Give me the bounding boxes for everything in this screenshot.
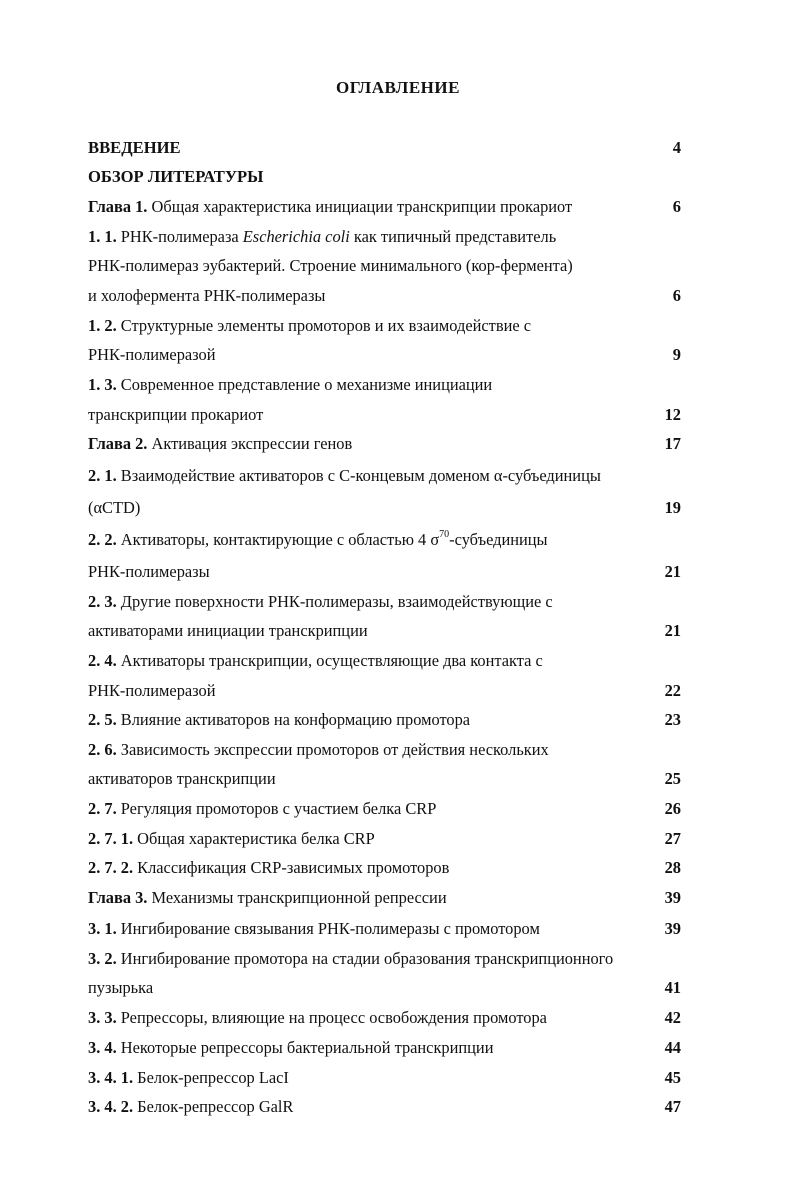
toc-text: Активаторы, контактирующие с областью 4 σ <box>116 530 440 549</box>
toc-num: Глава 2. <box>88 434 148 453</box>
toc-text: транскрипции прокариот <box>88 405 264 424</box>
toc-text: РНК-полимеразы <box>88 562 210 581</box>
toc-page-number: 4 <box>672 138 681 157</box>
toc-line <box>88 619 688 643</box>
toc-page-number: 26 <box>664 799 681 818</box>
toc-text: ОБЗОР ЛИТЕРАТУРЫ <box>88 167 264 186</box>
toc-text: Активаторы транскрипции, осуществляющие два контакта с <box>116 651 543 670</box>
toc-text: РНК-полимеразой <box>88 345 216 364</box>
toc-line <box>88 1036 688 1060</box>
toc-text: РНК-полимераза <box>116 227 243 246</box>
toc-num: 3. 2. <box>88 949 117 968</box>
toc-line <box>88 403 688 427</box>
toc-num: Глава 3. <box>88 888 148 907</box>
toc-page-number: 27 <box>664 829 681 848</box>
toc-line <box>88 886 688 910</box>
toc-text: Другие поверхности РНК-полимеразы, взаимодействующие с <box>116 592 553 611</box>
toc-text2: -субъединицы <box>449 530 548 549</box>
toc-text: Влияние активаторов на конформацию промотора <box>116 710 471 729</box>
toc-line <box>88 947 688 971</box>
toc-text2: как типичный представитель <box>349 227 557 246</box>
page-title: ОГЛАВЛЕНИЕ <box>336 78 460 97</box>
toc-text: Регуляция промоторов с участием белка CRP <box>116 799 437 818</box>
toc-text: Активация экспрессии генов <box>147 434 353 453</box>
toc-line <box>88 284 688 308</box>
toc-line <box>88 528 688 552</box>
toc-page-number: 28 <box>664 858 681 877</box>
toc-page-number: 45 <box>664 1068 681 1087</box>
toc-text: Белок-репрессор LacI <box>133 1068 289 1087</box>
toc-num: 1. 3. <box>88 375 117 394</box>
toc-page-number: 23 <box>664 710 681 729</box>
toc-num: 3. 1. <box>88 919 117 938</box>
toc-line <box>88 314 688 338</box>
toc-text: активаторов транскрипции <box>88 769 276 788</box>
toc-line <box>88 976 688 1000</box>
toc-text: Ингибирование промотора на стадии образования транскрипционного <box>116 949 614 968</box>
toc-text: Взаимодействие активаторов с С-концевым доменом α-субъединицы <box>116 466 601 485</box>
toc-text: Структурные элементы промоторов и их взаимодействие с <box>116 316 532 335</box>
toc-page-number: 19 <box>664 498 681 517</box>
toc-line <box>88 343 688 367</box>
toc-page-number: 21 <box>664 562 681 581</box>
toc-text: Механизмы транскрипционной репрессии <box>147 888 447 907</box>
toc-page-number: 21 <box>664 621 681 640</box>
toc-text: Белок-репрессор GalR <box>133 1097 294 1116</box>
toc-line <box>88 856 688 880</box>
toc-num: 2. 6. <box>88 740 117 759</box>
toc-page-number: 6 <box>672 197 681 216</box>
toc-line <box>88 797 688 821</box>
toc-num: 1. 2. <box>88 316 117 335</box>
toc-line <box>88 254 688 278</box>
toc-text: РНК-полимеразой <box>88 681 216 700</box>
toc-line <box>88 590 688 614</box>
toc-line <box>88 649 688 673</box>
toc-text: пузырька <box>88 978 154 997</box>
toc-line <box>88 738 688 762</box>
toc-text: Зависимость экспрессии промоторов от действия нескольких <box>116 740 549 759</box>
toc-page-number: 47 <box>664 1097 681 1116</box>
toc-italic: Escherichia coli <box>242 227 350 246</box>
toc-text: РНК-полимераз эубактерий. Строение минимального (кор-фермента) <box>88 256 573 275</box>
toc-num: 2. 7. 2. <box>88 858 134 877</box>
toc-line <box>88 136 688 160</box>
toc-num: 3. 4. <box>88 1038 117 1057</box>
toc-line <box>88 1095 688 1119</box>
toc-line <box>88 165 688 189</box>
toc-text: Некоторые репрессоры бактериальной транскрипции <box>116 1038 494 1057</box>
toc-text: (αCTD) <box>88 498 141 517</box>
toc-num: 2. 1. <box>88 466 117 485</box>
toc-line <box>88 560 688 584</box>
toc-line <box>88 225 688 249</box>
toc-page-number: 22 <box>664 681 681 700</box>
toc-line <box>88 195 688 219</box>
toc-num: 3. 4. 2. <box>88 1097 134 1116</box>
toc-line <box>88 767 688 791</box>
toc-text: Классификация CRP-зависимых промоторов <box>133 858 450 877</box>
toc-page-number: 9 <box>672 345 681 364</box>
toc-line <box>88 496 688 520</box>
toc-page-number: 25 <box>664 769 681 788</box>
toc-num: 1. 1. <box>88 227 117 246</box>
toc-line <box>88 464 688 488</box>
toc-page-number: 41 <box>664 978 681 997</box>
toc-page-number: 12 <box>664 405 681 424</box>
toc-num: 2. 4. <box>88 651 117 670</box>
toc-line <box>88 679 688 703</box>
toc-text: Общая характеристика белка CRP <box>133 829 375 848</box>
toc-num: Глава 1. <box>88 197 148 216</box>
toc-num: 3. 4. 1. <box>88 1068 134 1087</box>
toc-line <box>88 917 688 941</box>
toc-num: 2. 3. <box>88 592 117 611</box>
toc-text: ВВЕДЕНИЕ <box>88 138 181 157</box>
toc-line <box>88 1006 688 1030</box>
toc-line <box>88 708 688 732</box>
toc-page-number: 39 <box>664 888 681 907</box>
toc-line <box>88 827 688 851</box>
toc-num: 2. 7. <box>88 799 117 818</box>
toc-num: 2. 2. <box>88 530 117 549</box>
toc-page-number: 44 <box>664 1038 681 1057</box>
toc-num: 2. 7. 1. <box>88 829 134 848</box>
toc-text: Современное представление о механизме инициации <box>116 375 493 394</box>
toc-page-number: 42 <box>664 1008 681 1027</box>
toc-line <box>88 1066 688 1090</box>
toc-text: Ингибирование связывания РНК-полимеразы с промотором <box>116 919 540 938</box>
toc-page-number: 39 <box>664 919 681 938</box>
toc-text: Репрессоры, влияющие на процесс освобождения промотора <box>116 1008 547 1027</box>
toc-page-number: 17 <box>664 434 681 453</box>
toc-text: Общая характеристика инициации транскрипции прокариот <box>147 197 573 216</box>
toc-text: активаторами инициации транскрипции <box>88 621 368 640</box>
toc-page-number: 6 <box>672 286 681 305</box>
toc-line <box>88 432 688 456</box>
toc-num: 3. 3. <box>88 1008 117 1027</box>
toc-num: 2. 5. <box>88 710 117 729</box>
toc-sup: 70 <box>439 528 450 540</box>
toc-line <box>88 373 688 397</box>
toc-text: и холофермента РНК-полимеразы <box>88 286 326 305</box>
